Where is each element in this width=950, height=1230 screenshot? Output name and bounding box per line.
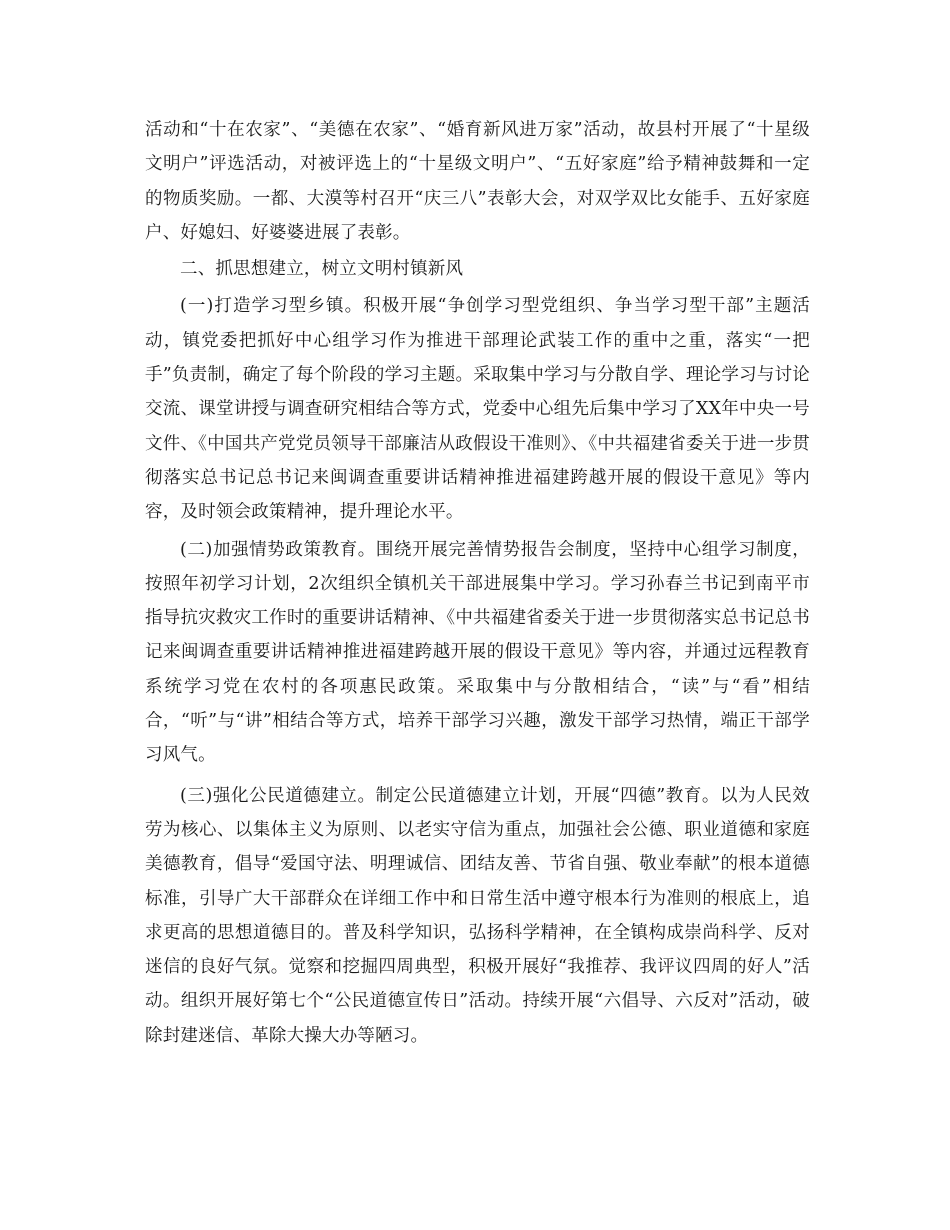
paragraph-civic-morality: (三)强化公民道德建立。制定公民道德建立计划，开展“四德”教育。以为人民效劳为核心、以集体主义为原则、以老实守信为重点，加强社会公德、职业道德和家庭美德教育，倡导“爱国守法、明理诚信、团结友善、节省自强、敬业奉献”的根本道德标准，引导广大干部群众在详细工作中和日常生活中遵守根本行为准则的根底上，追求更高的思想道德目的。普及科学知识，弘扬科学精神，在全镇构成崇尚科学、反对迷信的良好气氛。觉察和挖掘四周典型，积极开展好“我推荐、我评议四周的好人”活动。组织开展好第七个“公民道德宣传日”活动。持续开展“六倡导、六反对”活动，破除封建迷信、革除大操大办等陋习。 (145, 785, 810, 1046)
document-page (145, 0, 810, 1053)
section-heading: 二、抓思想建立，树立文明村镇新风 (180, 259, 464, 280)
paragraph-policy-education: (二)加强情势政策教育。围绕开展完善情势报告会制度，坚持中心组学习制度，按照年初学习计划，2次组织全镇机关干部进展集中学习。学习孙春兰书记到南平市指导抗灾救灾工作时的重要讲话精神、《中共福建省委关于进一步贯彻落实总书记总书记来闽调查重要讲话精神推进福建跨越开展的假设干意见》等内容，并通过远程教育系统学习党在农村的各项惠民政策。采取集中与分散相结合，“读”与“看”相结合，“听”与“讲”相结合等方式，培养干部学习兴趣，激发干部学习热情，端正干部学习风气。 (145, 539, 810, 766)
paragraph-continuation: 活动和“十在农家”、“美德在农家”、“婚育新风进万家”活动，故县村开展了“十星级文明户”评选活动，对被评选上的“十星级文明户”、“五好家庭”给予精神鼓舞和一定的物质奖励。一都、大漠等村召开“庆三八”表彰大会，对双学双比女能手、五好家庭户、好媳妇、好婆婆进展了表彰。 (145, 120, 810, 243)
paragraph-study-township: (一)打造学习型乡镇。积极开展“争创学习型党组织、争当学习型干部”主题活动，镇党委把抓好中心组学习作为推进干部理论武装工作的重中之重，落实“一把手”负责制，确定了每个阶段的学习主题。采取集中学习与分散自学、理论学习与讨论交流、课堂讲授与调查研究相结合等方式，党委中心组先后集中学习了XX年中央一号文件、《中国共产党党员领导干部廉洁从政假设干准则》、《中共福建省委关于进一步贯彻落实总书记总书记来闽调查重要讲话精神推进福建跨越开展的假设干意见》等内容，及时领会政策精神，提升理论水平。 (145, 296, 810, 523)
